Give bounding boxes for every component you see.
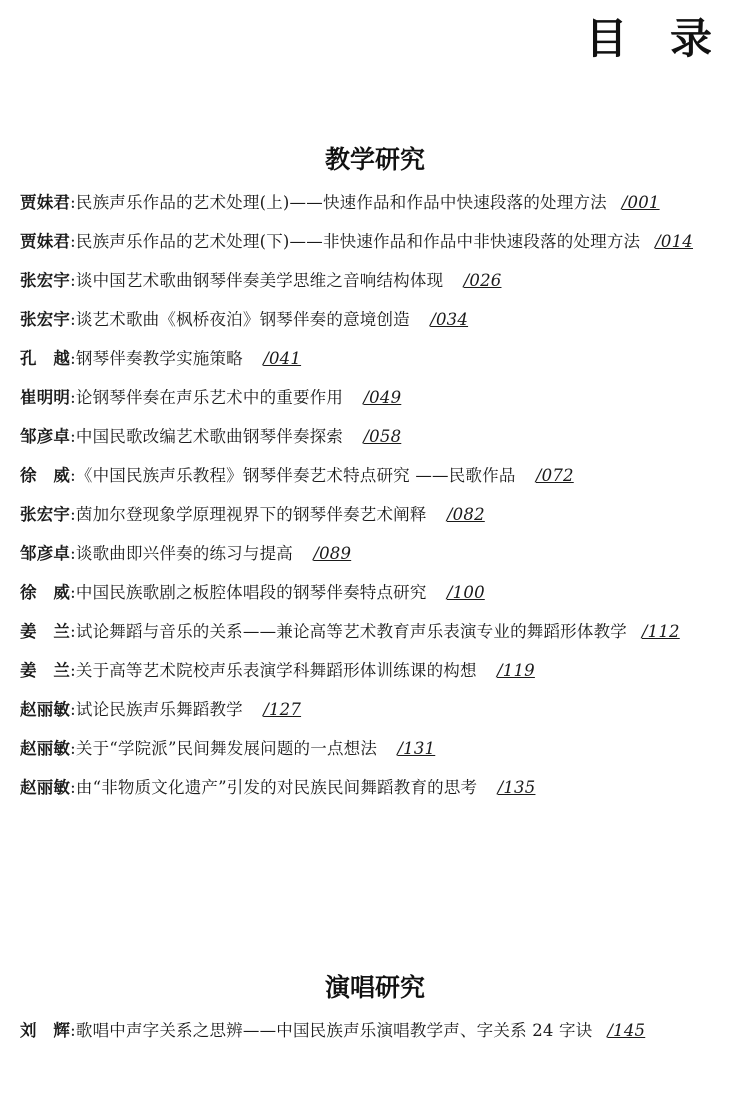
entry-page-number: /058 [363, 427, 402, 446]
entry-page-number: /100 [446, 583, 485, 602]
toc-entry[interactable]: 徐 威:《中国民族声乐教程》钢琴伴奏艺术特点研究 ——民歌作品 /072 [20, 466, 574, 485]
entry-title: 谈中国艺术歌曲钢琴伴奏美学思维之音响结构体现 [75, 271, 444, 290]
entry-title: 茵加尔登现象学原理视界下的钢琴伴奏艺术阐释 [75, 505, 427, 524]
entry-title: 中国民歌改编艺术歌曲钢琴伴奏探索 [75, 427, 344, 446]
section-heading-performance-research: 演唱研究 [324, 973, 425, 1002]
entry-author: 姜 兰 [20, 622, 71, 641]
toc-entry[interactable]: 张宏宇:谈艺术歌曲《枫桥夜泊》钢琴伴奏的意境创造 /034 [20, 310, 469, 329]
entry-title: 论钢琴伴奏在声乐艺术中的重要作用 [75, 388, 344, 407]
entry-author: 赵丽敏 [20, 739, 71, 758]
toc-entry[interactable]: 张宏宇:茵加尔登现象学原理视界下的钢琴伴奏艺术阐释 /082 [20, 505, 485, 524]
entry-author: 邹彦卓 [20, 544, 71, 563]
entry-title: 谈歌曲即兴伴奏的练习与提高 [75, 544, 293, 563]
toc-entry[interactable]: 姜 兰:试论舞蹈与音乐的关系——兼论高等艺术教育声乐表演专业的舞蹈形体教学 /112 [20, 622, 680, 641]
entry-page-number: /001 [621, 193, 660, 212]
toc-entry[interactable]: 赵丽敏:关于“学院派”民间舞发展问题的一点想法 /131 [20, 739, 436, 758]
entry-page-number: /135 [497, 778, 536, 797]
entry-author: 崔明明 [20, 388, 71, 407]
toc-entry[interactable]: 崔明明:论钢琴伴奏在声乐艺术中的重要作用 /049 [20, 388, 402, 407]
entry-author: 姜 兰 [20, 661, 71, 680]
entry-title: 钢琴伴奏教学实施策略 [75, 349, 243, 368]
entry-page-number: /041 [263, 349, 302, 368]
entry-author: 张宏宇 [20, 310, 71, 329]
toc-entry[interactable]: 赵丽敏:试论民族声乐舞蹈教学 /127 [20, 700, 302, 719]
toc-list-performance-research [20, 1011, 732, 1050]
entry-title: 民族声乐作品的艺术处理(下)——非快速作品和作品中非快速段落的处理方法 [75, 232, 641, 251]
entry-title: 试论舞蹈与音乐的关系——兼论高等艺术教育声乐表演专业的舞蹈形体教学 [75, 622, 627, 641]
entry-author: 徐 威 [20, 466, 71, 485]
entry-page-number: /026 [463, 271, 502, 290]
entry-page-number: /112 [641, 622, 680, 641]
toc-entry[interactable]: 贾妹君:民族声乐作品的艺术处理(下)——非快速作品和作品中非快速段落的处理方法 /014 [20, 232, 693, 251]
toc-entry[interactable]: 张宏宇:谈中国艺术歌曲钢琴伴奏美学思维之音响结构体现 /026 [20, 271, 502, 290]
toc-entry[interactable]: 贾妹君:民族声乐作品的艺术处理(上)——快速作品和作品中快速段落的处理方法 /001 [20, 193, 660, 212]
entry-page-number: /131 [397, 739, 436, 758]
entry-author: 张宏宇 [20, 271, 71, 290]
entry-page-number: /049 [363, 388, 402, 407]
entry-page-number: /082 [446, 505, 485, 524]
toc-entry[interactable]: 刘 辉:歌唱中声字关系之思辨——中国民族声乐演唱教学声、字关系 24 字诀 /145 [20, 1021, 646, 1040]
entry-author: 孔 越 [20, 349, 71, 368]
entry-title: 民族声乐作品的艺术处理(上)——快速作品和作品中快速段落的处理方法 [75, 193, 607, 212]
entry-title: 由“非物质文化遗产”引发的对民族民间舞蹈教育的思考 [75, 778, 478, 797]
toc-entry[interactable]: 邹彦卓:谈歌曲即兴伴奏的练习与提高 /089 [20, 544, 352, 563]
entry-page-number: /089 [313, 544, 352, 563]
entry-author: 徐 威 [20, 583, 71, 602]
entry-page-number: /034 [430, 310, 469, 329]
entry-title: 试论民族声乐舞蹈教学 [75, 700, 243, 719]
entry-author: 赵丽敏 [20, 700, 71, 719]
entry-title: 关于高等艺术院校声乐表演学科舞蹈形体训练课的构想 [75, 661, 477, 680]
toc-entry[interactable]: 赵丽敏:由“非物质文化遗产”引发的对民族民间舞蹈教育的思考 /135 [20, 778, 536, 797]
entry-author: 贾妹君 [20, 193, 71, 212]
page-title: 目 录 [585, 14, 726, 63]
section-heading-teaching-research: 教学研究 [324, 145, 425, 174]
entry-author: 张宏宇 [20, 505, 71, 524]
toc-entry[interactable]: 邹彦卓:中国民歌改编艺术歌曲钢琴伴奏探索 /058 [20, 427, 402, 446]
entry-page-number: /072 [535, 466, 574, 485]
entry-page-number: /145 [607, 1021, 646, 1040]
entry-author: 邹彦卓 [20, 427, 71, 446]
entry-title: 歌唱中声字关系之思辨——中国民族声乐演唱教学声、字关系 24 字诀 [75, 1021, 593, 1040]
toc-list-teaching-research [20, 183, 732, 807]
entry-title: 中国民族歌剧之板腔体唱段的钢琴伴奏特点研究 [75, 583, 427, 602]
entry-title: 谈艺术歌曲《枫桥夜泊》钢琴伴奏的意境创造 [75, 310, 410, 329]
entry-author: 刘 辉 [20, 1021, 71, 1040]
entry-title: 关于“学院派”民间舞发展问题的一点想法 [75, 739, 378, 758]
entry-title: 《中国民族声乐教程》钢琴伴奏艺术特点研究 ——民歌作品 [75, 466, 516, 485]
toc-entry[interactable]: 徐 威:中国民族歌剧之板腔体唱段的钢琴伴奏特点研究 /100 [20, 583, 485, 602]
entry-page-number: /119 [497, 661, 535, 680]
entry-page-number: /127 [263, 700, 302, 719]
toc-entry[interactable]: 姜 兰:关于高等艺术院校声乐表演学科舞蹈形体训练课的构想 /119 [20, 661, 535, 680]
entry-page-number: /014 [655, 232, 693, 251]
toc-entry[interactable]: 孔 越:钢琴伴奏教学实施策略 /041 [20, 349, 302, 368]
entry-author: 贾妹君 [20, 232, 71, 251]
entry-author: 赵丽敏 [20, 778, 71, 797]
